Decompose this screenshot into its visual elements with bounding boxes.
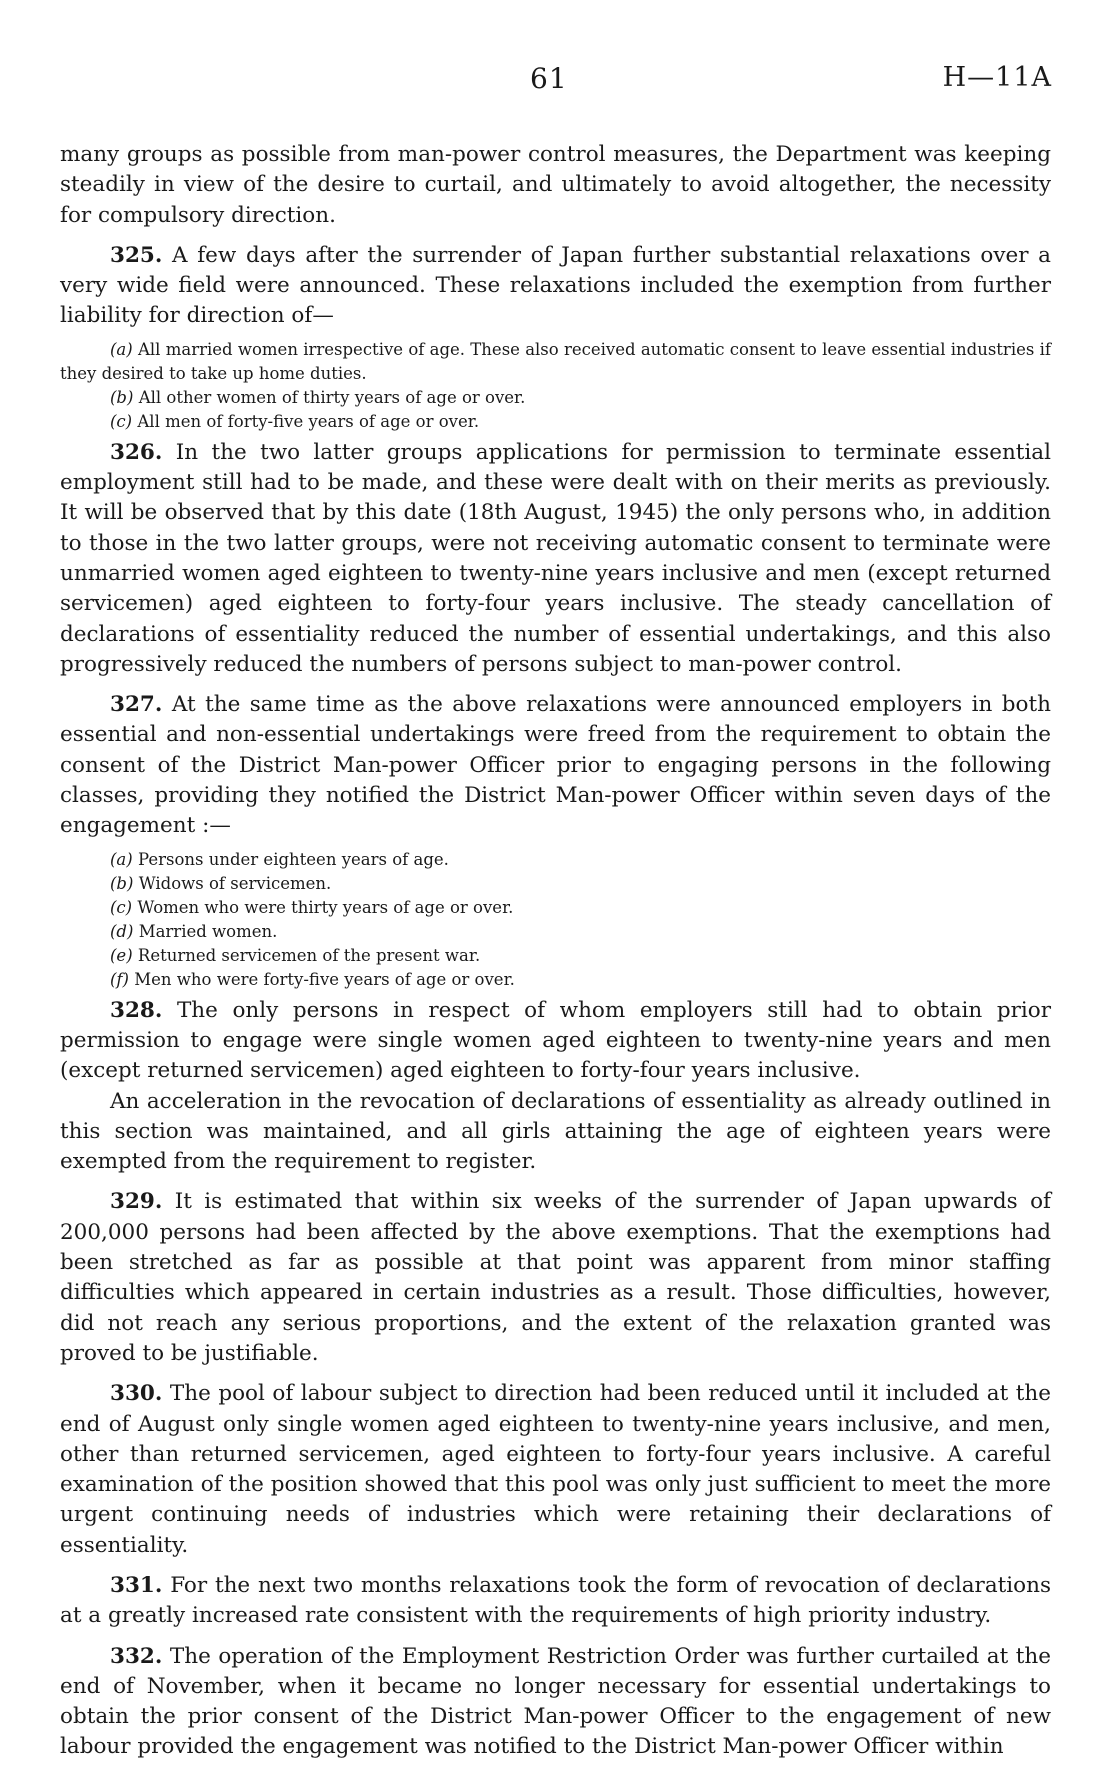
paragraph-text: The operation of the Employment Restriction Order was further curtailed at the end of November, when it became no longer necessary for essential undertakings to obtain the prior consent of the District Man-power Officer to the engagement of new labour provided the engagement was notified to the District Man-power Officer within	[60, 1643, 1051, 1760]
list-item	[60, 338, 1051, 386]
list-item	[60, 896, 1051, 920]
document-body	[60, 140, 1051, 1763]
list-item	[60, 944, 1051, 968]
paragraph-number: 326.	[110, 439, 163, 465]
paragraph-326	[60, 438, 1051, 680]
list-label: (c)	[110, 897, 133, 917]
list-label: (a)	[110, 339, 133, 359]
paragraph-331	[60, 1571, 1051, 1632]
paragraph-325	[60, 241, 1051, 332]
list-label: (e)	[110, 945, 133, 965]
list-item	[60, 848, 1051, 872]
paragraph-text: The only persons in respect of whom employers still had to obtain prior permission to engage were single women aged eighteen to twenty-nine years and men (except returned servicemen) aged eighteen to forty-four years inclusive.	[60, 997, 1051, 1084]
paragraph-text: The pool of labour subject to direction had been reduced until it included at the end of August only single women aged eighteen to twenty-nine years inclusive, and men, other than returned servicemen, aged eighteen to forty-four years inclusive. A careful examination of the position showed that this pool was only just sufficient to meet the more urgent continuing needs of industries which were retaining their declarations of essentiality.	[60, 1381, 1051, 1558]
list-text: Persons under eighteen years of age.	[137, 849, 449, 869]
list-label: (c)	[110, 411, 133, 431]
paragraph-number: 331.	[110, 1572, 163, 1598]
paragraph-327	[60, 690, 1051, 841]
paragraph-329	[60, 1187, 1051, 1369]
continued-paragraph: many groups as possible from man-power control measures, the Department was keeping steadily in view of the desire to curtail, and ultimately to avoid altogether, the necessity for compulsory direction.	[60, 142, 1051, 228]
paragraph-text: At the same time as the above relaxations were announced employers in both essential and non-essential undertakings were freed from the requirement to obtain the consent of the District Man-power Officer prior to engaging persons in the following classes, providing they notified the District Man-power Officer within seven days of the engagement :—	[60, 692, 1051, 839]
paragraph-number: 328.	[110, 997, 163, 1023]
list-text: Men who were forty-five years of age or over.	[134, 969, 515, 989]
list-327	[60, 848, 1051, 992]
list-label: (d)	[110, 921, 134, 941]
list-text: All other women of thirty years of age or over.	[138, 387, 526, 407]
paragraph-number: 329.	[110, 1189, 163, 1215]
list-325	[60, 338, 1051, 434]
paragraph-text: In the two latter groups applications for permission to terminate essential employment still had to be made, and these were dealt with on their merits as previously. It will be observed that by this date (18th August, 1945) the only persons who, in addition to those in the two latter groups, were not receiving automatic consent to terminate were unmarried women aged eighteen to twenty-nine years inclusive and men (except returned servicemen) aged eighteen to forty-four years inclusive. The steady cancellation of declarations of essentiality reduced the number of essential undertakings, and this also progressively reduced the numbers of persons subject to man-power control.	[60, 439, 1052, 677]
list-text: All married women irrespective of age. These also received automatic consent to leave essential industries if they desired to take up home duties.	[60, 339, 1051, 383]
list-text: Returned servicemen of the present war.	[137, 945, 481, 965]
list-text: All men of forty-five years of age or over.	[137, 411, 480, 431]
list-text: Married women.	[138, 921, 278, 941]
page-number: 61	[530, 62, 568, 95]
paragraph-number: 332.	[110, 1643, 163, 1669]
list-item	[60, 920, 1051, 944]
paragraph-number: 325.	[110, 242, 163, 268]
document-code: H—11A	[942, 62, 1052, 93]
list-item	[60, 410, 1051, 434]
list-label: (b)	[110, 873, 134, 893]
page-header	[0, 62, 1114, 102]
paragraph-332	[60, 1642, 1051, 1763]
list-item	[60, 386, 1051, 410]
paragraph-330	[60, 1379, 1051, 1561]
list-text: Women who were thirty years of age or over.	[137, 897, 514, 917]
paragraph-number: 330.	[110, 1381, 163, 1407]
list-label: (f)	[110, 969, 129, 989]
paragraph-328	[60, 996, 1051, 1087]
paragraph-number: 327.	[110, 692, 163, 718]
list-label: (a)	[110, 849, 133, 869]
paragraph-text: A few days after the surrender of Japan further substantial relaxations over a very wide field were announced. These relaxations included the exemption from further liability for direction of—	[60, 242, 1051, 329]
paragraph-text: For the next two months relaxations took the form of revocation of declarations at a greatly increased rate consistent with the requirements of high priority industry.	[60, 1572, 1051, 1629]
paragraph-328-continued: An acceleration in the revocation of declarations of essentiality as already outlined in this section was maintained, and all girls attaining the age of eighteen years were exempted from the requirement to register.	[60, 1088, 1051, 1175]
list-label: (b)	[110, 387, 134, 407]
paragraph-text: It is estimated that within six weeks of the surrender of Japan upwards of 200,000 persons had been affected by the above exemptions. That the exemptions had been stretched as far as possible at that point was apparent from minor staffing difficulties which appeared in certain industries as a result. Those difficulties, however, did not reach any serious proportions, and the extent of the relaxation granted was proved to be justifiable.	[60, 1189, 1051, 1366]
list-item	[60, 872, 1051, 896]
list-item	[60, 968, 1051, 992]
list-text: Widows of servicemen.	[138, 873, 332, 893]
